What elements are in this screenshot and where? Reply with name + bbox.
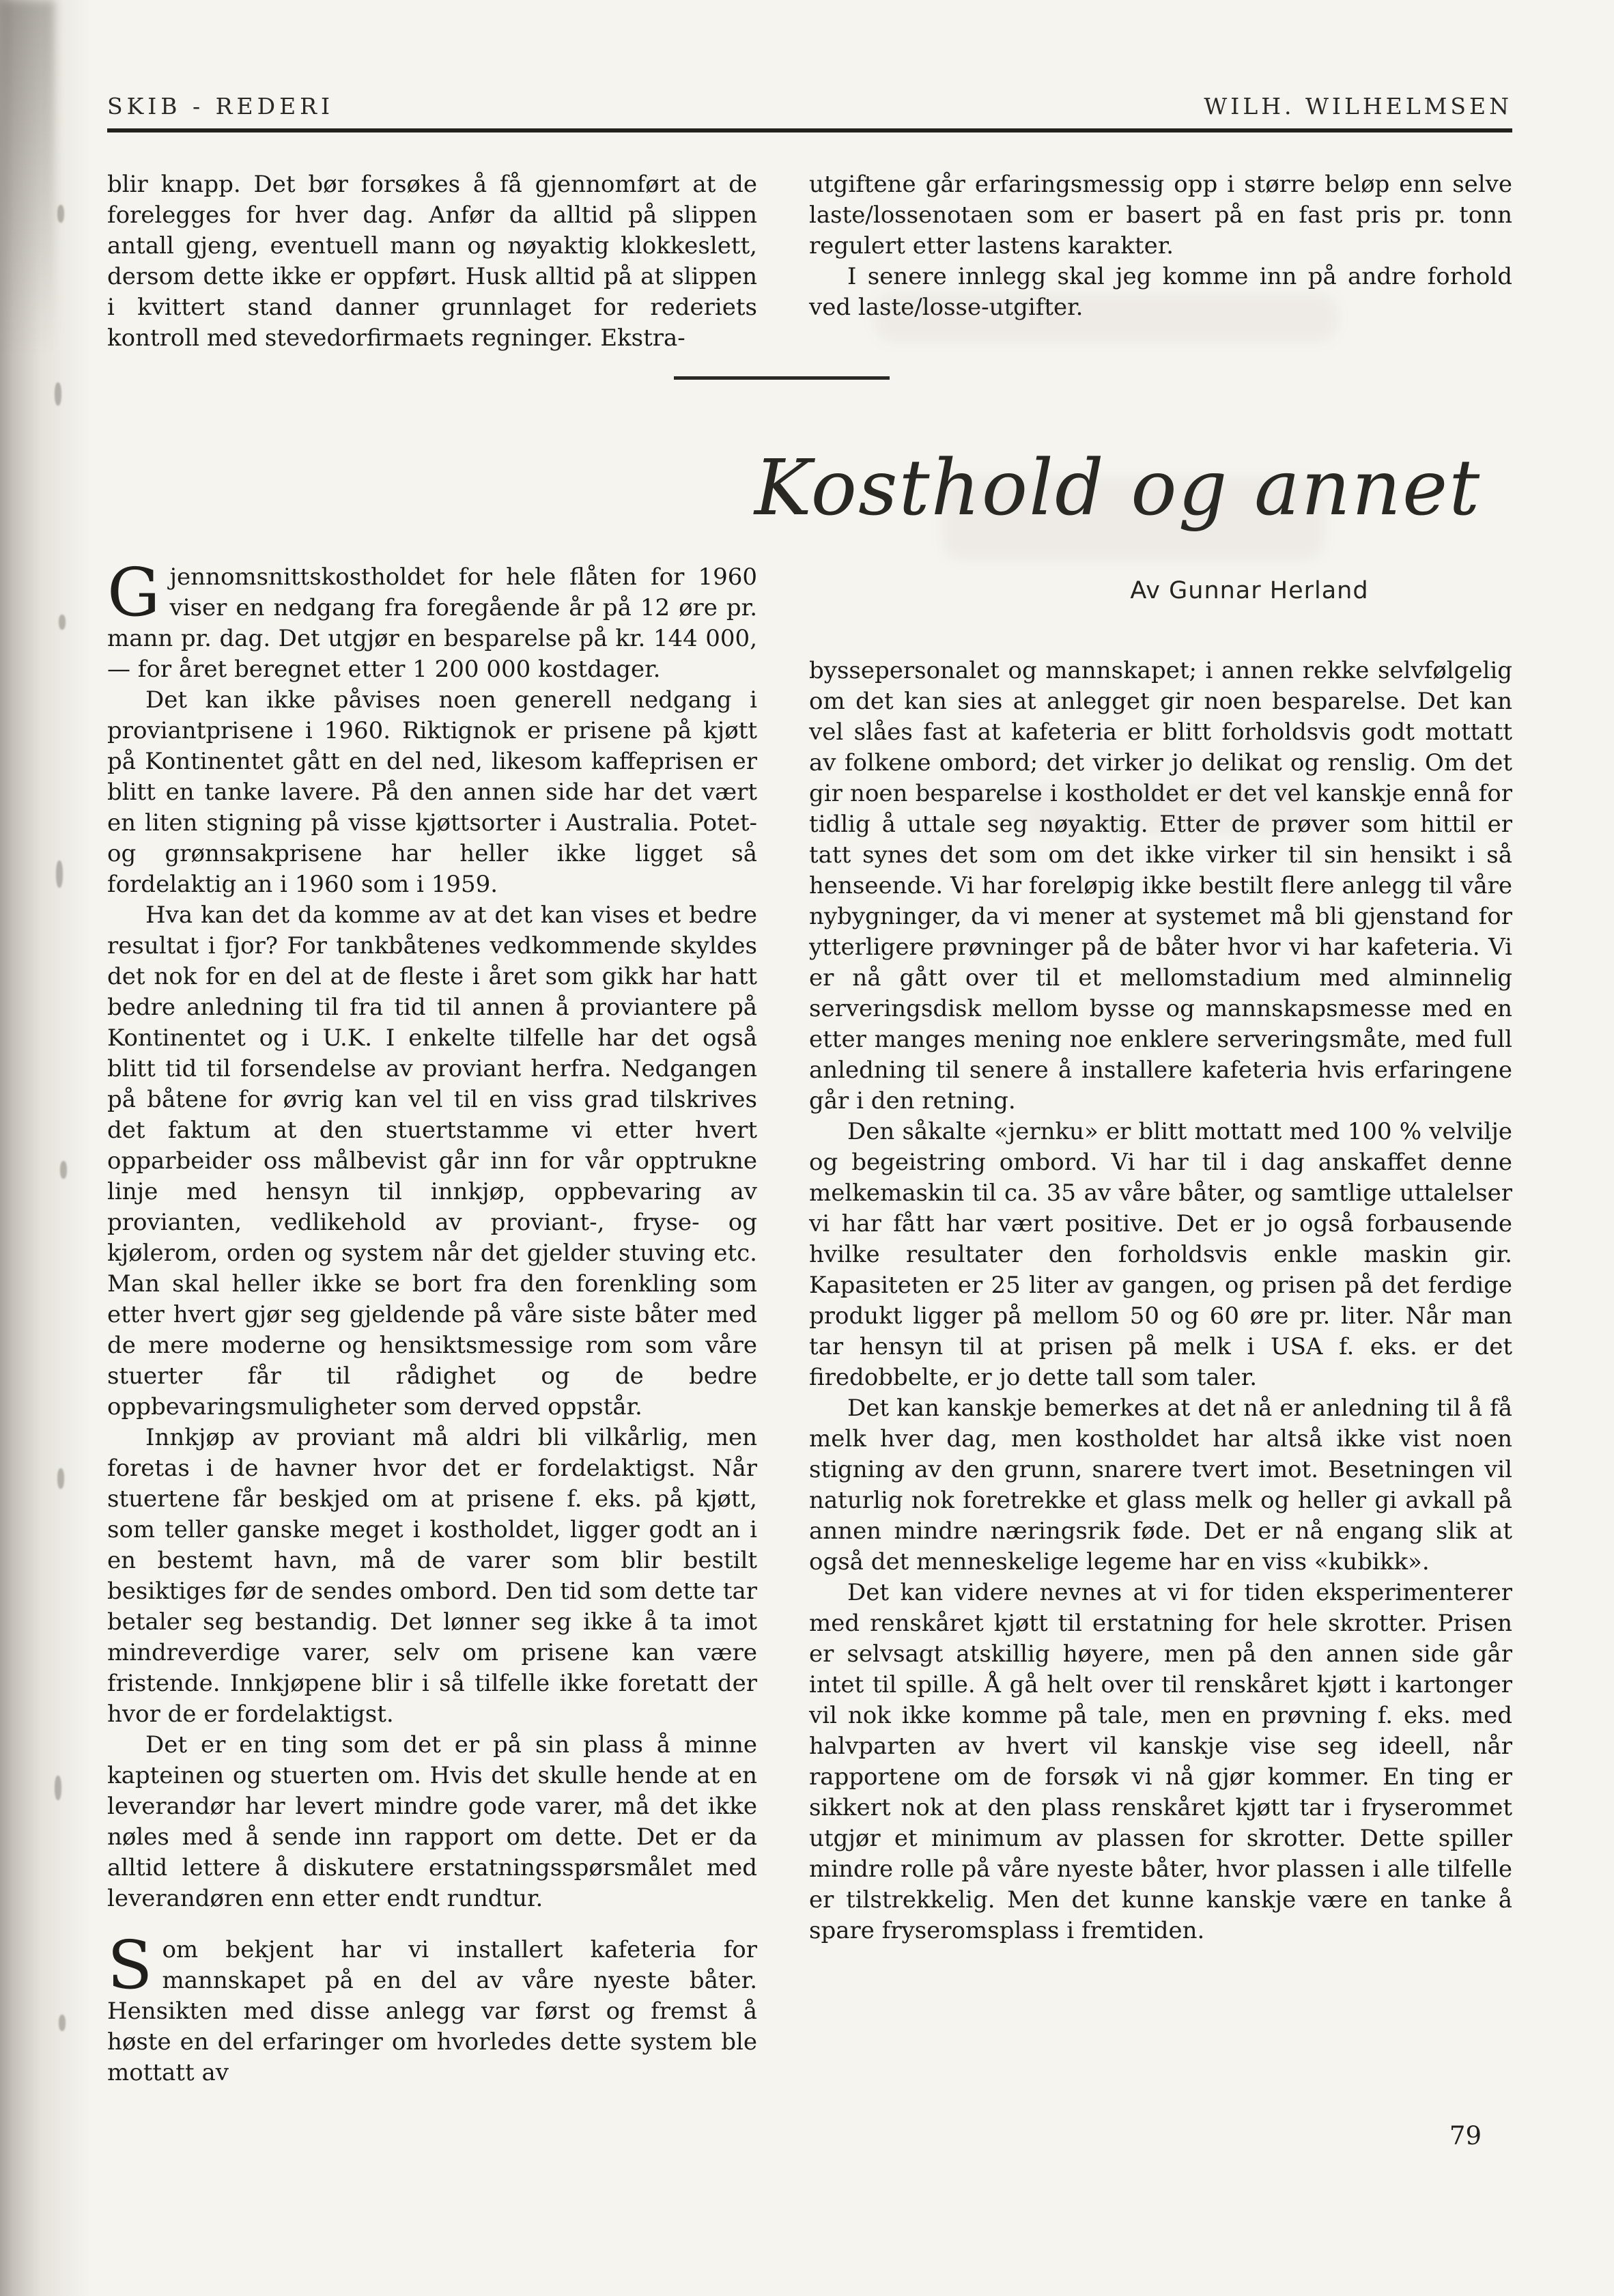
body-paragraph: Det kan videre nevnes at vi for tiden eksperimenterer med renskåret kjøtt til erstatning for hele skrotter. Prisen er selvsagt atskillig høyere, men på den annen side går intet til spille. Å gå helt over til renskåret kjøtt i kartonger vil nok ikke komme på tale, men en prøvning f. eks. med halvparten av hvert vil kanskje vise seg ideell, når rapportene om de forsøk vi nå gjør kommer. En ting er sikkert nok at den plass renskåret kjøtt tar i fryserommet utgjør et minimum av plassen for skrotter. Dette spiller mindre rolle på våre nyeste båter, hvor plassen i alle tilfelle er tilstrekkelig. Men det kunne kanskje være en tanke å spare fryseromsplass i fremtiden. bbox=[809, 1579, 1512, 1944]
paragraph-text: om bekjent har vi installert kafeteria for mannskapet på en del av våre nyeste båter. Hensikten med disse anlegg var først og fremst å høste en del erfaringer om hvorledes dette system ble mottatt av bbox=[107, 1936, 757, 2086]
article-divider-rule bbox=[674, 376, 890, 380]
body-paragraph: Det kan kanskje bemerkes at det nå er anledning til å få melk hver dag, men kostholdet har altså ikke vist noen stigning av den grunn, snarere tvert imot. Besetningen vil naturlig nok foretrekke et glass melk og heller gi avkall på annen mindre næringsrik føde. Det er nå engang slik at også det menneskelige legeme har en viss «kubikk». bbox=[809, 1395, 1512, 1576]
drop-cap-initial: S bbox=[107, 1927, 153, 2004]
journal-section-header: SKIB - REDERI bbox=[107, 93, 335, 120]
body-paragraph: Det er en ting som det er på sin plass å minne kapteinen og stuerten om. Hvis det skulle hende at en leverandør har levert mindre gode varer, må det ikke nøles med å sende inn rapport om dette. Det er da alltid lettere å diskutere erstatningsspørsmålet med leverandøren enn etter endt rundtur. bbox=[107, 1731, 757, 1912]
body-paragraph bbox=[107, 554, 757, 685]
body-paragraph: byssepersonalet og mannskapet; i annen rekke selvfølgelig om det kan sies at anlegget gir noen besparelse. Det kan vel slåes fast at kafeteria er blitt forholdsvis godt mottatt av folkene ombord; det virker jo delikat og renslig. Om det gir noen besparelse i kostholdet er det vel kanskje ennå for tidlig å uttale seg nøyaktig. Etter de prøver som hittil er tatt synes det som om det ikke virker til sin hensikt i så henseende. Vi har foreløpig ikke bestilt flere anlegg til våre nybygninger, da vi mener at systemet må bli gjenstand for ytterligere prøvninger på de båter hvor vi har kafeteria. Vi er nå gått over til et mellomstadium med alminnelig serveringsdisk mellom bysse og mannskapsmesse med en etter manges mening noe enklere serveringsmåte, med full anledning til senere å installere kafeteria hvis erfaringene går i den retning. bbox=[809, 657, 1512, 1115]
left-column-body bbox=[107, 554, 757, 2088]
body-paragraph: Innkjøp av proviant må aldri bli vilkårlig, men foretas i de havner hvor det er fordelaktigst. Når stuertene får beskjed om at prisene f. eks. på kjøtt, som teller ganske meget i kostholdet, ligger godt an i en bestemt havn, må de varer som blir bestilt besiktiges før de sendes ombord. Den tid som dette tar betaler seg bestandig. Det lønner seg ikke å ta imot mindreverdige varer, selv om prisene kan være fristende. Innkjøpene blir i så tilfelle ikke foretatt der hvor de er fordelaktigst. bbox=[107, 1424, 757, 1728]
right-column-top bbox=[809, 169, 1512, 323]
article-byline: Av Gunnar Herland bbox=[1130, 577, 1369, 604]
article-title: Kosthold og annet bbox=[754, 444, 1482, 533]
body-paragraph: Hva kan det da komme av at det kan vises et bedre resultat i fjor? For tankbåtenes vedkommende skyldes det nok for en del at de fleste i året som gikk har hatt bedre anledning til fra tid til annen å proviantere på Kontinentet og i U.K. I enkelte tilfelle har det også blitt tid til forsendelse av proviant herfra. Nedgangen på båtene for øvrig kan vel til en viss grad tilskrives det faktum at den stuertstamme vi etter hvert opparbeider oss målbevist går inn for vår opptrukne linje med hensyn til innkjøp, oppbevaring av provianten, vedlikehold av proviant-, fryse- og kjølerom, orden og system når det gjelder stuving etc. Man skal heller ikke se bort fra den forenkling som etter hvert gjør seg gjeldende på våre siste båter med de mere moderne og hensiktsmessige rom som våre stuerter får til rådighet og de bedre oppbevaringsmuligheter som derved oppstår. bbox=[107, 901, 757, 1420]
right-column-body bbox=[809, 656, 1512, 1946]
paragraph-text: jennomsnittskostholdet for hele flåten for 1960 viser en nedgang fra foregående år på 12 øre pr. mann pr. dag. Det utgjør en besparelse på kr. 144 000,— for året beregnet etter 1 200 000 kostdager. bbox=[107, 563, 757, 683]
body-paragraph: Det kan ikke påvises noen generell nedgang i proviantprisene i 1960. Riktignok er prisene på kjøtt på Kontinentet gått en del ned, likesom kaffeprisen er blitt en tanke lavere. På den annen side har det vært en liten stigning på visse kjøttsorter i Australia. Potet- og grønnsakprisene har heller ikke ligget så fordelaktig an i 1960 som i 1959. bbox=[107, 686, 757, 898]
scan-mark bbox=[56, 860, 63, 888]
journal-company-header: WILH. WILHELMSEN bbox=[1204, 93, 1512, 120]
scan-mark bbox=[57, 1468, 64, 1489]
drop-cap-initial: G bbox=[107, 554, 160, 631]
scan-mark bbox=[59, 615, 66, 630]
scan-corner-shadow bbox=[0, 0, 55, 382]
body-paragraph: I senere innlegg skal jeg komme inn på andre forhold ved laste/losse-utgifter. bbox=[809, 263, 1512, 321]
scan-mark bbox=[59, 2015, 66, 2031]
scan-mark bbox=[55, 1776, 61, 1800]
left-column-top bbox=[107, 169, 757, 354]
header-rule bbox=[107, 128, 1512, 132]
body-paragraph: Den såkalte «jernku» er blitt mottatt med 100 % velvilje og begeistring ombord. Vi har til i dag anskaffet denne melkemaskin til ca. 35 av våre båter, og samtlige uttalelser vi har fått har vært positive. Det er jo også forbausende hvilke resultater den forholdsvis enkle maskin gir. Kapasiteten er 25 liter av gangen, og prisen på det ferdige produkt ligger på mellom 50 og 60 øre pr. liter. Når man tar hensyn til at prisen på melk i USA f. eks. er det firedobbelte, er jo dette tall som taler. bbox=[809, 1118, 1512, 1391]
scan-mark bbox=[55, 382, 61, 406]
scan-mark bbox=[57, 205, 64, 223]
page-number: 79 bbox=[1449, 2121, 1482, 2151]
continuation-paragraph: blir knapp. Det bør forsøkes å få gjennomført at de forelegges for hver dag. Anfør da alltid på slippen antall gjeng, eventuell mann og nøyaktig klokkeslett, dersom dette ikke er oppført. Husk alltid på at slippen i kvittert stand danner grunnlaget for rederiets kontroll med stevedorfirmaets regninger. Ekstra- bbox=[107, 171, 757, 352]
scan-mark bbox=[60, 1161, 67, 1179]
body-paragraph bbox=[107, 1927, 757, 2088]
continuation-paragraph: utgiftene går erfaringsmessig opp i større beløp enn selve laste/lossenotaen som er basert på en fast pris pr. tonn regulert etter lastens karakter. bbox=[809, 171, 1512, 260]
